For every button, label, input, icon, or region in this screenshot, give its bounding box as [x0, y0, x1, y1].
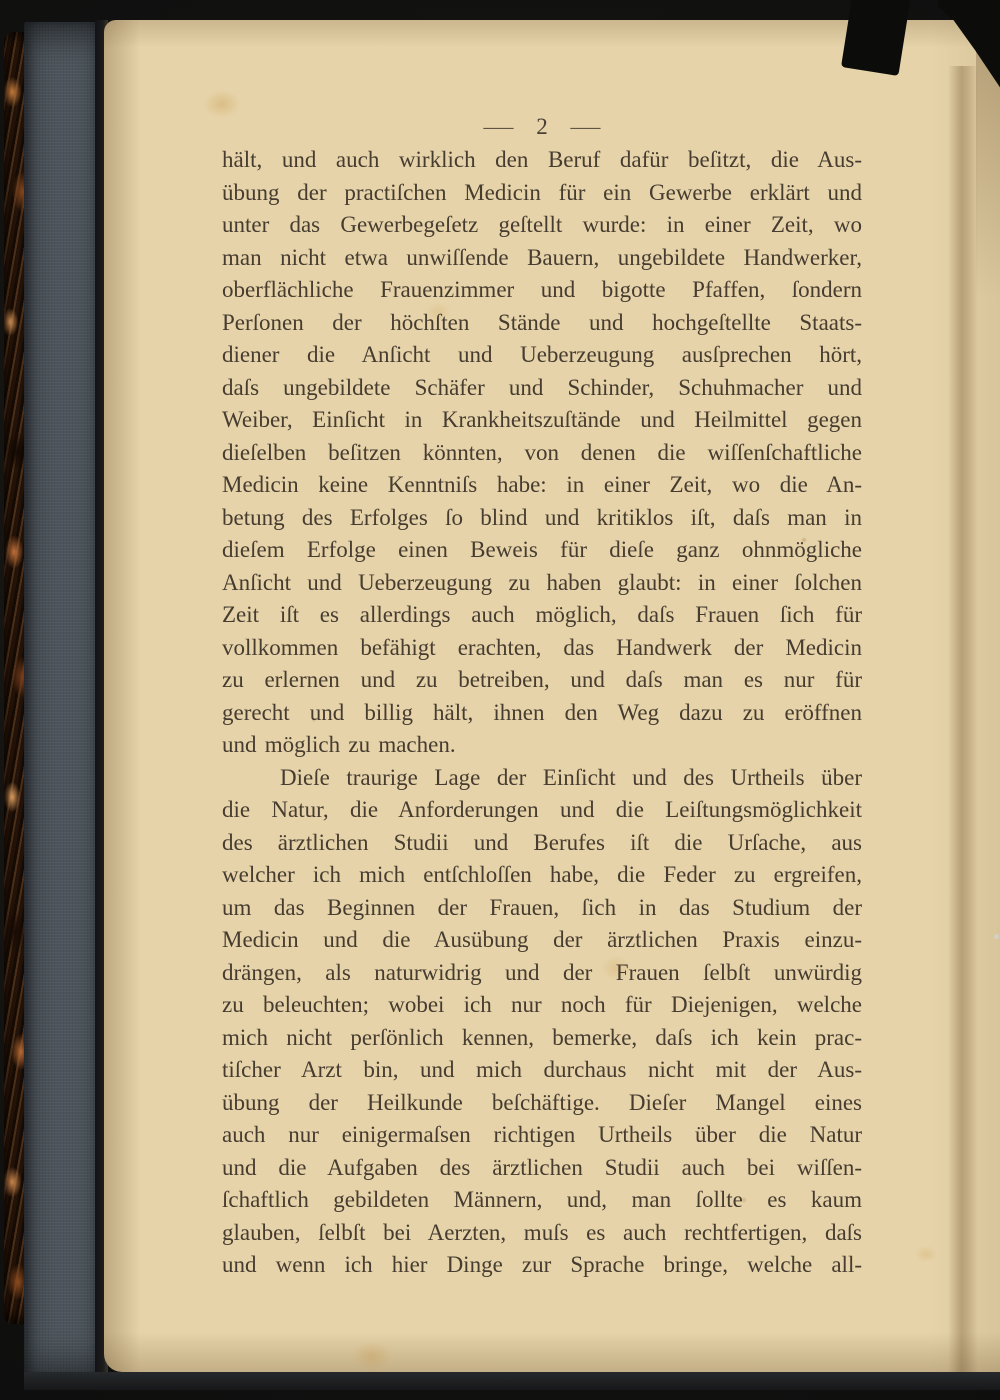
text-line: Weiber, Einſicht in Krankheitszuſtände und Heilmittel gegen	[222, 407, 862, 432]
body-text	[222, 144, 862, 1282]
cover-bottom-edge	[24, 1372, 1000, 1390]
text-line: Zeit iſt es allerdings auch möglich, daſs Frauen ſich für	[222, 602, 862, 627]
text-line: drängen, als naturwidrig und der Frauen ſelbſt unwürdig	[222, 959, 862, 985]
text-line: auch nur einigermaſsen richtigen Urtheils über die Natur	[222, 1122, 862, 1147]
page-number-value: 2	[536, 114, 548, 139]
text-line: welcher ich mich entſchloſſen habe, die Feder zu ergreifen,	[222, 862, 862, 887]
page-number-right-rule: —	[570, 114, 601, 139]
text-line: oberflächliche Frauenzimmer und bigotte Pfaffen, ſondern	[222, 277, 862, 302]
text-line: die Natur, die Anforderungen und die Leiſtungsmöglichkeit	[222, 797, 862, 822]
text-line: betung des Erfolges ſo blind und kritiklos iſt, daſs man in	[222, 504, 862, 530]
text-line: und möglich zu machen.	[222, 732, 456, 757]
text-line: Medicin und die Ausübung der ärztlichen Praxis einzu-	[222, 927, 862, 952]
text-line: des ärztlichen Studii und Berufes iſt die Urſache, aus	[222, 829, 862, 855]
text-line: und die Aufgaben des ärztlichen Studii auch bei wiſſen-	[222, 1154, 862, 1180]
text-line: Anſicht und Ueberzeugung zu haben glaubt: in einer ſolchen	[222, 569, 862, 595]
page-number	[222, 114, 862, 140]
page-number-left-rule: —	[483, 114, 514, 139]
text-line: unter das Gewerbegeſetz geſtellt wurde: in einer Zeit, wo	[222, 212, 862, 237]
text-line: tiſcher Arzt bin, und mich durchaus nicht mit der Aus-	[222, 1057, 862, 1082]
text-line: dieſem Erfolge einen Beweis für dieſe ganz ohnmögliche	[222, 537, 862, 562]
text-line: gerecht und billig hält, ihnen den Weg dazu zu eröffnen	[222, 699, 862, 725]
text-line: ſchaftlich gebildeten Männern, und, man ſollte es kaum	[222, 1187, 862, 1212]
text-line: hält, und auch wirklich den Beruf dafür beſitzt, die Aus-	[222, 147, 862, 172]
text-line: mich nicht perſönlich kennen, bemerke, daſs ich kein prac-	[222, 1024, 862, 1050]
text-line: daſs ungebildete Schäfer und Schinder, Schuhmacher und	[222, 374, 862, 400]
text-line: Dieſe traurige Lage der Einſicht und des Urtheils über	[280, 764, 862, 790]
text-line: und wenn ich hier Dinge zur Sprache bringe, welche all-	[222, 1252, 862, 1277]
text-line: glauben, ſelbſt bei Aerzten, muſs es auch rechtfertigen, daſs	[222, 1219, 862, 1245]
text-line: zu beleuchten; wobei ich nur noch für Diejenigen, welche	[222, 992, 862, 1017]
text-line: um das Beginnen der Frauen, ſich in das Studium der	[222, 894, 862, 920]
text-line: übung der practiſchen Medicin für ein Gewerbe erklärt und	[222, 179, 862, 205]
text-line: vollkommen befähigt erachten, das Handwerk der Medicin	[222, 634, 862, 660]
text-line: dieſelben beſitzen könnten, von denen die wiſſenſchaftliche	[222, 439, 862, 465]
page-gutter-crease	[948, 66, 978, 1372]
text-line: man nicht etwa unwiſſende Bauern, ungebildete Handwerker,	[222, 244, 862, 270]
dust-speck	[994, 934, 999, 939]
text-line: übung der Heilkunde beſchäftige. Dieſer Mangel eines	[222, 1089, 862, 1115]
text-line: diener die Anſicht und Ueberzeugung ausſprechen hört,	[222, 342, 862, 367]
text-line: zu erlernen und zu betreiben, und daſs man es nur für	[222, 667, 862, 692]
text-line: Perſonen der höchſten Stände und hochgeſtellte Staats-	[222, 309, 862, 335]
text-line: Medicin keine Kenntniſs habe: in einer Zeit, wo die An-	[222, 472, 862, 497]
cover-cloth	[24, 22, 106, 1388]
book-page	[104, 20, 1000, 1372]
